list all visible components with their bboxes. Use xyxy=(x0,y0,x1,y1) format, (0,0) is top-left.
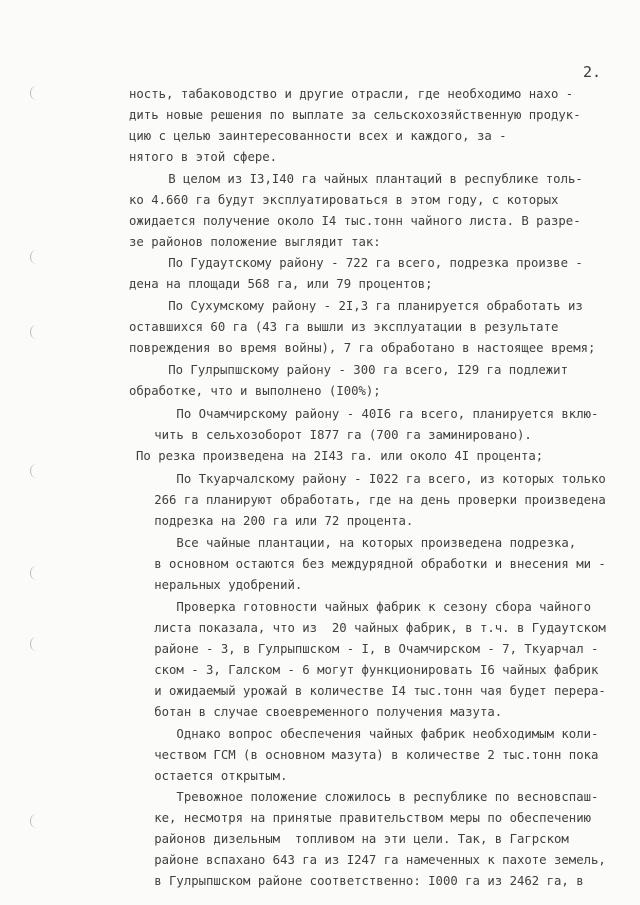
text-line: ность, табаководство и другие отрасли, где необходимо нахо - xyxy=(129,87,574,101)
binder-hole-mark xyxy=(30,814,43,828)
binder-hole-mark xyxy=(30,566,43,580)
text-line: в Гулрыпшском районе соответственно: I000 га из 2462 га, в xyxy=(132,874,584,888)
text-line: остается открытым. xyxy=(132,769,288,783)
text-line: цию с целью заинтересованности всех и каждого, за - xyxy=(129,129,507,143)
binder-hole-mark xyxy=(30,86,43,100)
text-line: чить в сельхозоборот I877 га (700 га заминировано). xyxy=(132,428,532,442)
text-line: чеством ГСМ (в основном мазута) в количестве 2 тыс.тонн пока xyxy=(132,748,599,762)
text-line: районов дизельным топливом на эти цели. Так, в Гагрском xyxy=(132,832,569,846)
text-line: дена на площади 568 га, или 79 процентов; xyxy=(129,277,433,291)
text-line: подрезка на 200 га или 72 процента. xyxy=(132,514,414,528)
text-line: По Сухумскому району - 2I,3 га планируется обработать из xyxy=(146,299,583,313)
text-line: районе вспахано 643 га из I247 га намеченных к пахоте земель, xyxy=(132,853,606,867)
text-line: Все чайные плантации, на которых произведена подрезка, xyxy=(132,536,577,550)
text-line: По Ткуарчалскому району - I022 га всего, из которых только xyxy=(132,472,606,486)
text-line: По резка произведена на 2I43 га. или около 4I процента; xyxy=(136,449,544,463)
text-line: По Гулрыпшскому району - 300 га всего, I29 га подлежит xyxy=(146,363,568,377)
binder-hole-mark xyxy=(30,250,43,264)
binder-hole-mark xyxy=(30,637,43,651)
text-line: 266 га планируют обработать, где на день проверки произведена xyxy=(132,493,606,507)
text-line: зе районов положение выглядит так: xyxy=(129,235,381,249)
text-line: ожидается получение около I4 тыс.тонн чайного листа. В разре- xyxy=(129,214,581,228)
text-line: районе - 3, в Гулрыпшском - I, в Очамчирском - 7, Ткуарчал - xyxy=(132,642,599,656)
text-line: дить новые решения по выплате за сельскохозяйственную продук- xyxy=(129,108,581,122)
text-line: повреждения во время войны), 7 га обработано в настоящее время; xyxy=(129,341,596,355)
text-line: Проверка готовности чайных фабрик к сезону сбора чайного xyxy=(132,600,592,614)
text-line: В целом из I3,I40 га чайных плантаций в республике толь- xyxy=(146,172,583,186)
text-line: ботан в случае своевременного получения мазута. xyxy=(132,705,503,719)
text-line: и ожидаемый урожай в количестве I4 тыс.тонн чая будет перера- xyxy=(132,684,606,698)
page-number: 2. xyxy=(583,63,602,81)
text-line: оставшихся 60 га (43 га вышли из эксплуатации в результате xyxy=(129,320,559,334)
text-line: По Гудаутскому району - 722 га всего, подрезка произве - xyxy=(146,256,583,270)
text-line: неральных удобрений. xyxy=(132,578,303,592)
text-line: обработке, что и выполнено (I00%); xyxy=(129,384,381,398)
text-line: в основном остаются без междурядной обработки и внесения ми - xyxy=(132,557,606,571)
text-line: ке, несмотря на принятые правительством меры по обеспечению xyxy=(132,811,592,825)
binder-hole-mark xyxy=(30,464,43,478)
binder-hole-mark xyxy=(30,325,43,339)
text-line: нятого в этой сфере. xyxy=(129,150,278,164)
text-line: Тревожное положение сложилось в республике по весновспаш- xyxy=(132,790,599,804)
text-line: листа показала, что из 20 чайных фабрик, в т.ч. в Гудаутском xyxy=(132,621,606,635)
text-line: Однако вопрос обеспечения чайных фабрик необходимым коли- xyxy=(132,727,599,741)
text-line: ко 4.660 га будут эксплуатироваться в этом году, с которых xyxy=(129,193,559,207)
text-line: По Очамчирскому району - 40I6 га всего, планируется вклю- xyxy=(132,407,599,421)
text-line: ском - 3, Галском - 6 могут функционировать I6 чайных фабрик xyxy=(132,663,599,677)
